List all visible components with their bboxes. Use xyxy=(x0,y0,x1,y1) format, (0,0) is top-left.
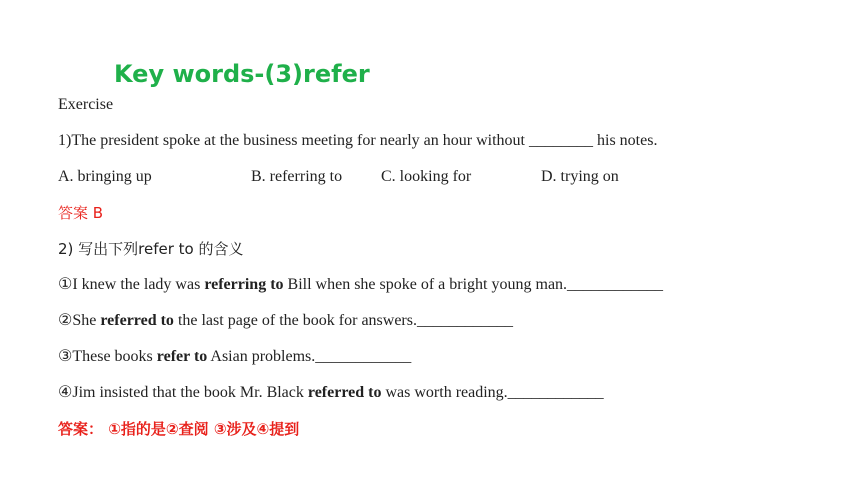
item-key-phrase: referred to xyxy=(100,312,174,329)
item-text: was worth reading.____________ xyxy=(381,384,604,401)
question-2-prompt xyxy=(58,238,244,261)
question-2-item-3 xyxy=(58,346,411,368)
item-text: ③These books xyxy=(58,348,157,365)
exercise-label: Exercise xyxy=(58,96,114,113)
answer-text: 答案： ①指的是②查阅 ③涉及④提到 xyxy=(58,420,300,438)
item-text: Asian problems.____________ xyxy=(207,348,412,365)
answer-text: 答案 B xyxy=(58,204,104,222)
question-2-answer xyxy=(58,418,299,441)
option-b: B. referring to xyxy=(251,168,343,185)
question-2-item-4 xyxy=(58,382,604,404)
option-c: C. looking for xyxy=(381,168,472,185)
question-1-stem: 1)The president spoke at the business meeting for nearly an hour without ________ his notes. xyxy=(58,132,658,149)
question-1-answer xyxy=(58,202,103,225)
question-2-item-1 xyxy=(58,274,663,296)
item-text: ②She xyxy=(58,312,101,329)
item-key-phrase: referred to xyxy=(307,384,382,401)
question-2-item-2 xyxy=(58,310,513,332)
option-d: D. trying on xyxy=(541,168,619,185)
question-1-options xyxy=(58,166,758,188)
item-text: the last page of the book for answers.____________ xyxy=(173,312,513,329)
item-text: ①I knew the lady was xyxy=(58,276,205,293)
item-key-phrase: referring to xyxy=(204,276,284,293)
item-text: ④Jim insisted that the book Mr. Black xyxy=(58,384,308,401)
prompt-text: 2) 写出下列refer to 的含义 xyxy=(58,240,244,258)
option-a: A. bringing up xyxy=(58,168,152,185)
slide-title: Key words-(3)refer xyxy=(114,60,370,88)
item-text: Bill when she spoke of a bright young man.____________ xyxy=(283,276,664,293)
item-key-phrase: refer to xyxy=(156,348,208,365)
